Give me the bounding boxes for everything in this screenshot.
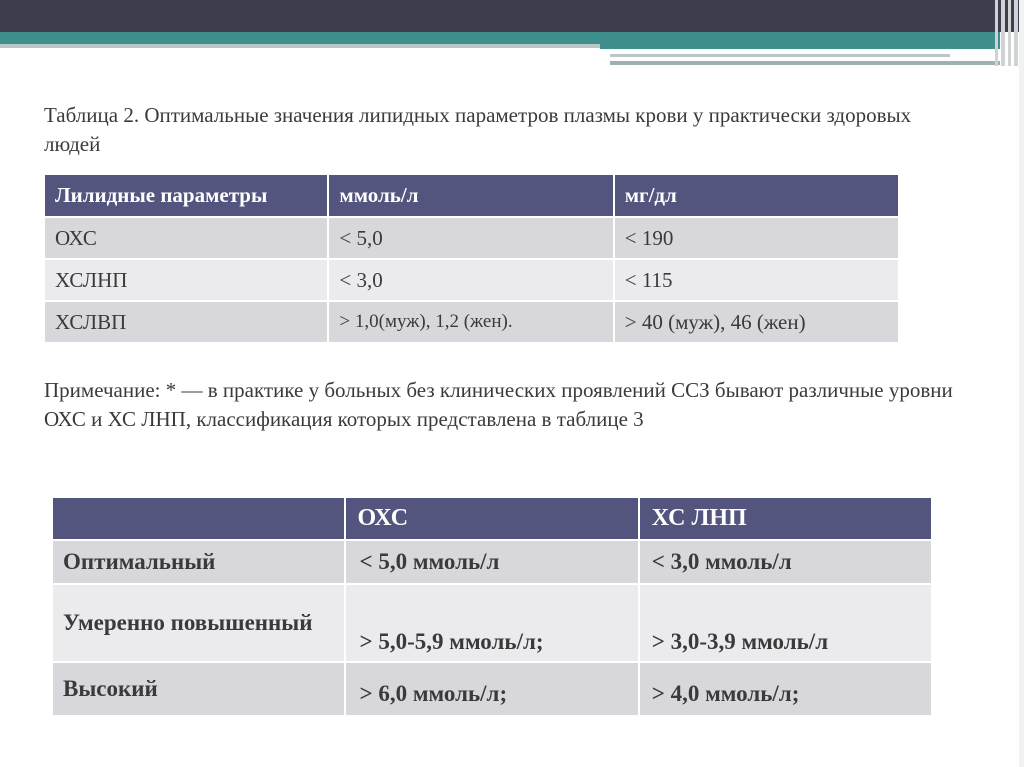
table-cell: > 4,0 ммоль/л;	[639, 662, 932, 716]
table-cell: ХСЛНП	[44, 259, 328, 301]
table-row	[52, 662, 932, 716]
header-cell: ОХС	[345, 497, 639, 540]
header-cell: мг/дл	[614, 174, 899, 217]
table-row	[44, 217, 899, 259]
table-cell: < 3,0	[328, 259, 613, 301]
table-cell: Высокий	[52, 662, 345, 716]
table-cell: Оптимальный	[52, 540, 345, 584]
cholesterol-levels-table	[51, 496, 933, 717]
slide-header-line	[610, 54, 950, 57]
slide-header-accent-bar	[0, 32, 1000, 44]
table-cell: < 5,0	[328, 217, 613, 259]
table-cell: > 6,0 ммоль/л;	[345, 662, 639, 716]
table-cell: ХСЛВП	[44, 301, 328, 343]
table-cell: Умеренно повышенный	[52, 584, 345, 662]
slide-header-line	[610, 61, 1000, 65]
table-row	[44, 301, 899, 343]
table-cell: ОХС	[44, 217, 328, 259]
table-caption: Таблица 2. Оптимальные значения липидных параметров плазмы крови у практически здоровых людей	[44, 103, 912, 156]
header-cell: Лилидные параметры	[44, 174, 328, 217]
table-cell: > 3,0-3,9 ммоль/л	[639, 584, 932, 662]
table-cell: < 190	[614, 217, 899, 259]
table-cell: < 115	[614, 259, 899, 301]
table-cell: < 3,0 ммоль/л	[639, 540, 932, 584]
slide-right-edge	[1019, 0, 1024, 767]
slide-header-band	[0, 0, 1024, 32]
table-note: Примечание: * — в практике у больных без клинических проявлений ССЗ бывают различные уровни ОХС и ХС ЛНП, классификация которых представлена в таблице 3	[44, 378, 953, 431]
header-cell: ммоль/л	[328, 174, 613, 217]
table-cell: > 5,0-5,9 ммоль/л;	[345, 584, 639, 662]
table-cell: < 5,0 ммоль/л	[345, 540, 639, 584]
table-cell: > 40 (муж), 46 (жен)	[614, 301, 899, 343]
table-header-row	[52, 497, 932, 540]
slide-header-accent-line	[600, 44, 1000, 49]
header-cell-empty	[52, 497, 345, 540]
table-header-row	[44, 174, 899, 217]
table-row	[52, 540, 932, 584]
header-cell: ХС ЛНП	[639, 497, 932, 540]
table-row	[52, 584, 932, 662]
table-row	[44, 259, 899, 301]
lipid-parameters-table	[43, 173, 900, 344]
table-cell: > 1,0(муж), 1,2 (жен).	[328, 301, 613, 343]
slide-header-line	[0, 44, 600, 48]
